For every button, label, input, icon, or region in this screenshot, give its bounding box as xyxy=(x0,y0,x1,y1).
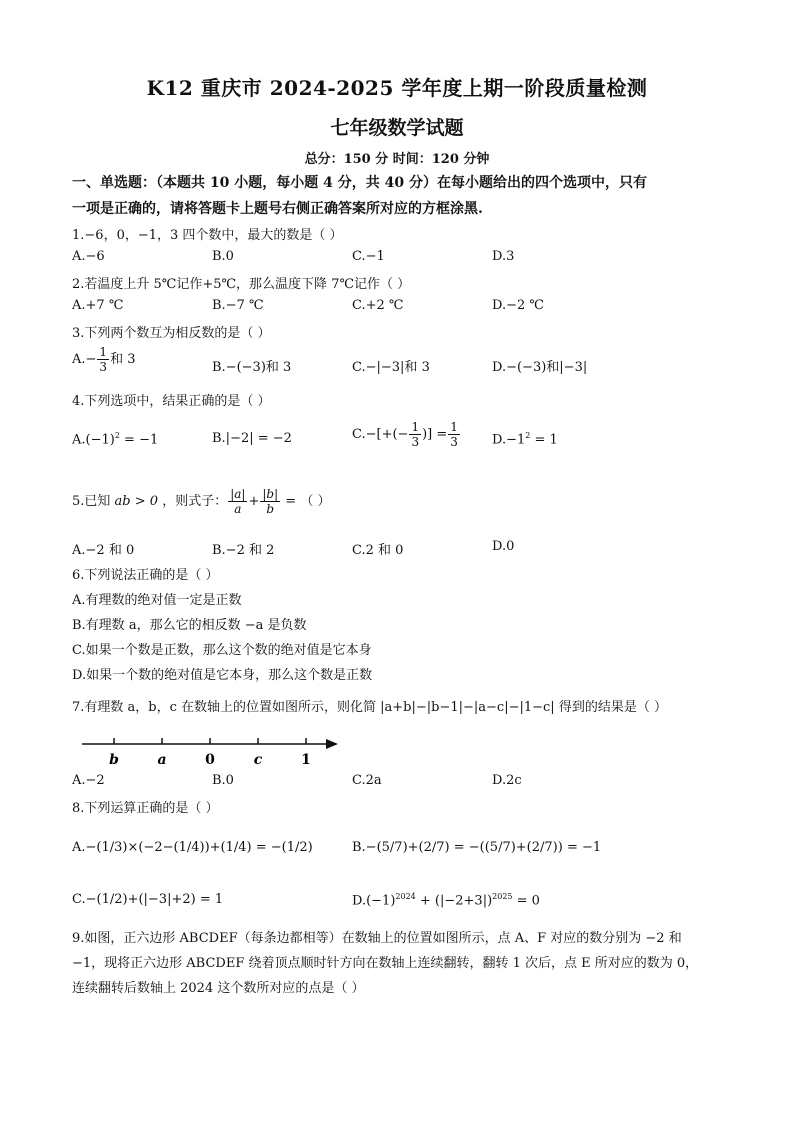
q5-option-c: C.2 和 0 xyxy=(352,543,404,558)
q6-option-c: C.如果一个数是正数，那么这个数的绝对值是它本身 xyxy=(72,643,372,658)
q5-option-a: A.−2 和 0 xyxy=(72,543,135,558)
q3-a-suffix: 和 3 xyxy=(110,352,136,367)
q2-stem: 2.若温度上升 5℃记作+5℃，那么温度下降 7℃记作（ ） xyxy=(72,277,411,292)
q4-c-mid: )] = xyxy=(422,427,448,442)
label-1: 1 xyxy=(301,752,311,768)
q8-option-c: C.−(1/2)+(|−3|+2) = 1 xyxy=(72,892,224,907)
q9-line1: 9.如图，正六边形 ABCDEF（每条边都相等）在数轴上的位置如图所示，点 A、F 对应的数分别为 −2 和 xyxy=(72,931,682,946)
q8-d-mid: + (|−2+3|) xyxy=(415,893,493,909)
q2-option-d: D.−2 ℃ xyxy=(492,298,544,313)
q5-stem-end: = （ ） xyxy=(285,494,331,509)
q3-a-numerator: 1 xyxy=(99,345,108,359)
q5-f2-denominator: b xyxy=(266,502,275,516)
q3-a-prefix: A.− xyxy=(72,352,97,367)
q7-option-a: A.−2 xyxy=(72,773,105,788)
q3-option-c: C.−|−3|和 3 xyxy=(352,360,430,375)
q5-option-b: B.−2 和 2 xyxy=(212,543,275,558)
q1-option-d: D.3 xyxy=(492,249,515,264)
q1-stem: 1.−6，0，−1，3 四个数中，最大的数是（ ） xyxy=(72,228,343,243)
page-subtitle: 七年级数学试题 xyxy=(330,117,464,139)
q3-a-denominator: 3 xyxy=(99,360,108,374)
q8-option-a: A.−(1/3)×(−2−(1/4))+(1/4) = −(1/2) xyxy=(72,840,313,855)
q8-d-base: D.(−1) xyxy=(352,893,396,909)
q5-stem-prefix: 5.已知 xyxy=(72,494,111,509)
q5-f1-numerator: |a| xyxy=(230,487,246,501)
q6-option-b: B.有理数 a，那么它的相反数 −a 是负数 xyxy=(72,618,307,633)
q2-option-b: B.−7 ℃ xyxy=(212,298,264,313)
label-b: b xyxy=(109,752,119,768)
q4-c-prefix: C.−[+(− xyxy=(352,427,409,442)
q3-option-d: D.−(−3)和|−3| xyxy=(492,360,588,375)
q4-c-result-denominator: 3 xyxy=(450,435,458,449)
q5-fraction-1 xyxy=(228,487,247,516)
q5-condition: ab > 0 xyxy=(114,494,159,509)
q3-option-a xyxy=(72,345,135,374)
q4-c-fraction xyxy=(409,420,421,449)
q7-stem: 7.有理数 a，b，c 在数轴上的位置如图所示，则化简 |a+b|−|b−1|−|a−c|−|1−c| 得到的结果是（ ） xyxy=(72,700,667,715)
q6-option-d: D.如果一个数的绝对值是它本身，那么这个数是正数 xyxy=(72,668,373,683)
q1-option-a: A.−6 xyxy=(72,249,105,264)
q8-d-exponent-2: 2025 xyxy=(492,892,513,901)
section-heading-line1: 一、单选题：（本题共 10 小题，每小题 4 分，共 40 分）在每小题给出的四个选项中，只有 xyxy=(72,175,647,191)
section-heading-line2: 一项是正确的，请将答题卡上题号右侧正确答案所对应的方框涂黑. xyxy=(72,201,483,217)
q1-option-c: C.−1 xyxy=(352,249,385,264)
q6-stem: 6.下列说法正确的是（ ） xyxy=(72,568,219,583)
q3-a-fraction xyxy=(97,345,109,374)
q4-c-denominator: 3 xyxy=(411,435,420,449)
q5-f2-numerator: |b| xyxy=(262,487,279,501)
q4-c-numerator: 1 xyxy=(411,420,420,434)
q7-option-c: C.2a xyxy=(352,773,382,788)
q5-stem-mid: ，则式子： xyxy=(162,494,228,509)
label-0: 0 xyxy=(205,752,215,768)
q7-option-d: D.2c xyxy=(492,773,522,788)
q4-a-rest: = −1 xyxy=(119,432,159,448)
exam-info: 总分：150 分 时间：120 分钟 xyxy=(304,152,490,167)
q8-d-exponent-1: 2024 xyxy=(395,892,416,901)
q4-d-exponent: 2 xyxy=(525,431,531,440)
q5-stem xyxy=(72,487,330,516)
q5-option-d: D.0 xyxy=(492,539,515,554)
q4-a-base: A.(−1) xyxy=(72,432,115,448)
page-title: K12 重庆市 2024-2025 学年度上期一阶段质量检测 xyxy=(146,76,648,100)
q2-option-c: C.+2 ℃ xyxy=(352,298,404,313)
q5-f1-denominator: a xyxy=(234,502,242,516)
q9-line3: 连续翻转后数轴上 2024 这个数所对应的点是（ ） xyxy=(72,981,365,996)
q7-option-b: B.0 xyxy=(212,773,234,788)
q4-stem: 4.下列选项中，结果正确的是（ ） xyxy=(72,394,271,409)
q2-option-a: A.+7 ℃ xyxy=(72,298,124,313)
q1-option-b: B.0 xyxy=(212,249,234,264)
q4-c-result-numerator: 1 xyxy=(450,420,458,434)
q4-option-b: B.|−2| = −2 xyxy=(212,431,292,446)
q3-option-b: B.−(−3)和 3 xyxy=(212,360,292,375)
label-a: a xyxy=(157,752,167,768)
q4-d-base: D.−1 xyxy=(492,432,526,448)
q4-a-exponent: 2 xyxy=(114,431,120,440)
q8-d-end: = 0 xyxy=(512,893,540,909)
q4-option-c xyxy=(352,420,461,449)
q5-plus: + xyxy=(248,494,260,509)
q8-stem: 8.下列运算正确的是（ ） xyxy=(72,801,219,816)
q6-option-a: A.有理数的绝对值一定是正数 xyxy=(72,593,242,608)
q7-number-line xyxy=(72,730,352,770)
label-c: c xyxy=(253,752,263,768)
q4-option-d xyxy=(492,431,558,447)
q4-c-result-fraction xyxy=(448,420,460,449)
q4-option-a xyxy=(72,431,158,447)
number-line-arrow-icon xyxy=(326,739,338,749)
q5-fraction-2 xyxy=(260,487,280,516)
q8-option-d xyxy=(352,892,540,908)
q9-line2: −1，现将正六边形 ABCDEF 绕着顶点顺时针方向在数轴上连续翻转，翻转 1 次后，点 E 所对应的数为 0， xyxy=(72,956,699,971)
q3-stem: 3.下列两个数互为相反数的是（ ） xyxy=(72,326,271,341)
q4-d-rest: = 1 xyxy=(530,432,558,448)
q8-option-b: B.−(5/7)+(2/7) = −((5/7)+(2/7)) = −1 xyxy=(352,840,602,855)
